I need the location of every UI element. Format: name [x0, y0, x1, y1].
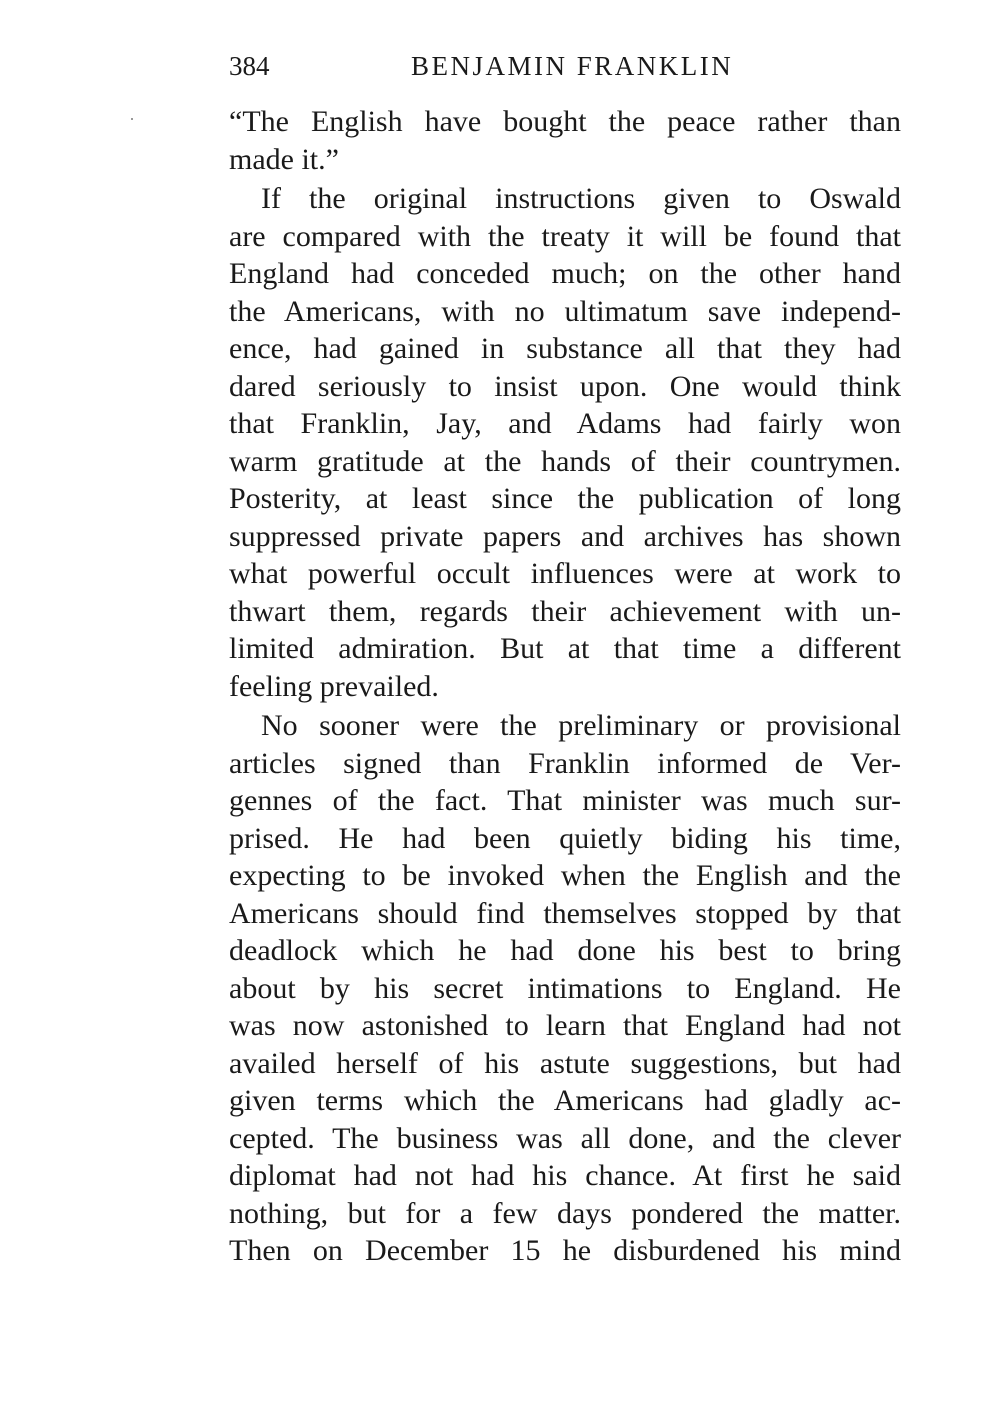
text-line: given terms which the Americans had gladly ac- — [229, 1084, 901, 1117]
page-number: 384 — [229, 51, 270, 81]
text-line: about by his secret intimations to England. He — [229, 971, 901, 1005]
text-line: feeling prevailed. — [229, 669, 439, 703]
text-line: cepted. The business was all done, and the clever — [229, 1121, 901, 1155]
text-line: gennes of the fact. That minister was much sur- — [229, 784, 901, 817]
text-line: articles signed than Franklin informed de Ver- — [229, 746, 901, 780]
text-line: dared seriously to insist upon. One would think — [229, 369, 901, 403]
text-line: what powerful occult influences were at work to — [229, 557, 901, 590]
paragraph — [229, 103, 901, 178]
text-line: the Americans, with no ultimatum save independ- — [229, 294, 901, 328]
text-line: availed herself of his astute suggestions, but had — [229, 1046, 901, 1080]
text-line: was now astonished to learn that England had not — [229, 1009, 901, 1042]
text-line: deadlock which he had done his best to bring — [229, 934, 901, 967]
paragraph — [229, 180, 901, 705]
text-line: expecting to be invoked when the English and the — [229, 859, 901, 892]
text-line: limited admiration. But at that time a different — [229, 632, 901, 665]
text-line: warm gratitude at the hands of their countrymen. — [229, 444, 901, 478]
text-line: Americans should find themselves stopped by that — [229, 896, 901, 930]
text-line: nothing, but for a few days pondered the matter. — [229, 1196, 901, 1230]
body-text — [229, 103, 901, 1270]
text-line: that Franklin, Jay, and Adams had fairly won — [229, 407, 901, 440]
text-line: Then on December 15 he disburdened his mind — [229, 1234, 901, 1267]
text-line: England had conceded much; on the other hand — [229, 257, 901, 290]
text-line: made it.” — [229, 142, 339, 176]
scan-speck — [131, 118, 133, 120]
text-line: “The English have bought the peace rather than — [229, 105, 901, 138]
text-line: diplomat had not had his chance. At first he said — [229, 1159, 901, 1192]
text-line: suppressed private papers and archives has shown — [229, 519, 901, 553]
text-line: are compared with the treaty it will be found that — [229, 219, 901, 253]
running-head — [229, 46, 901, 86]
running-title: BENJAMIN FRANKLIN — [411, 51, 734, 81]
text-line: prised. He had been quietly biding his time, — [229, 821, 901, 855]
text-line: If the original instructions given to Oswald — [261, 182, 901, 215]
text-line: Posterity, at least since the publication of long — [229, 482, 901, 515]
text-line: No sooner were the preliminary or provisional — [261, 709, 901, 742]
paragraph — [229, 707, 901, 1270]
text-line: ence, had gained in substance all that they had — [229, 332, 901, 365]
text-line: thwart them, regards their achievement with un- — [229, 594, 901, 628]
